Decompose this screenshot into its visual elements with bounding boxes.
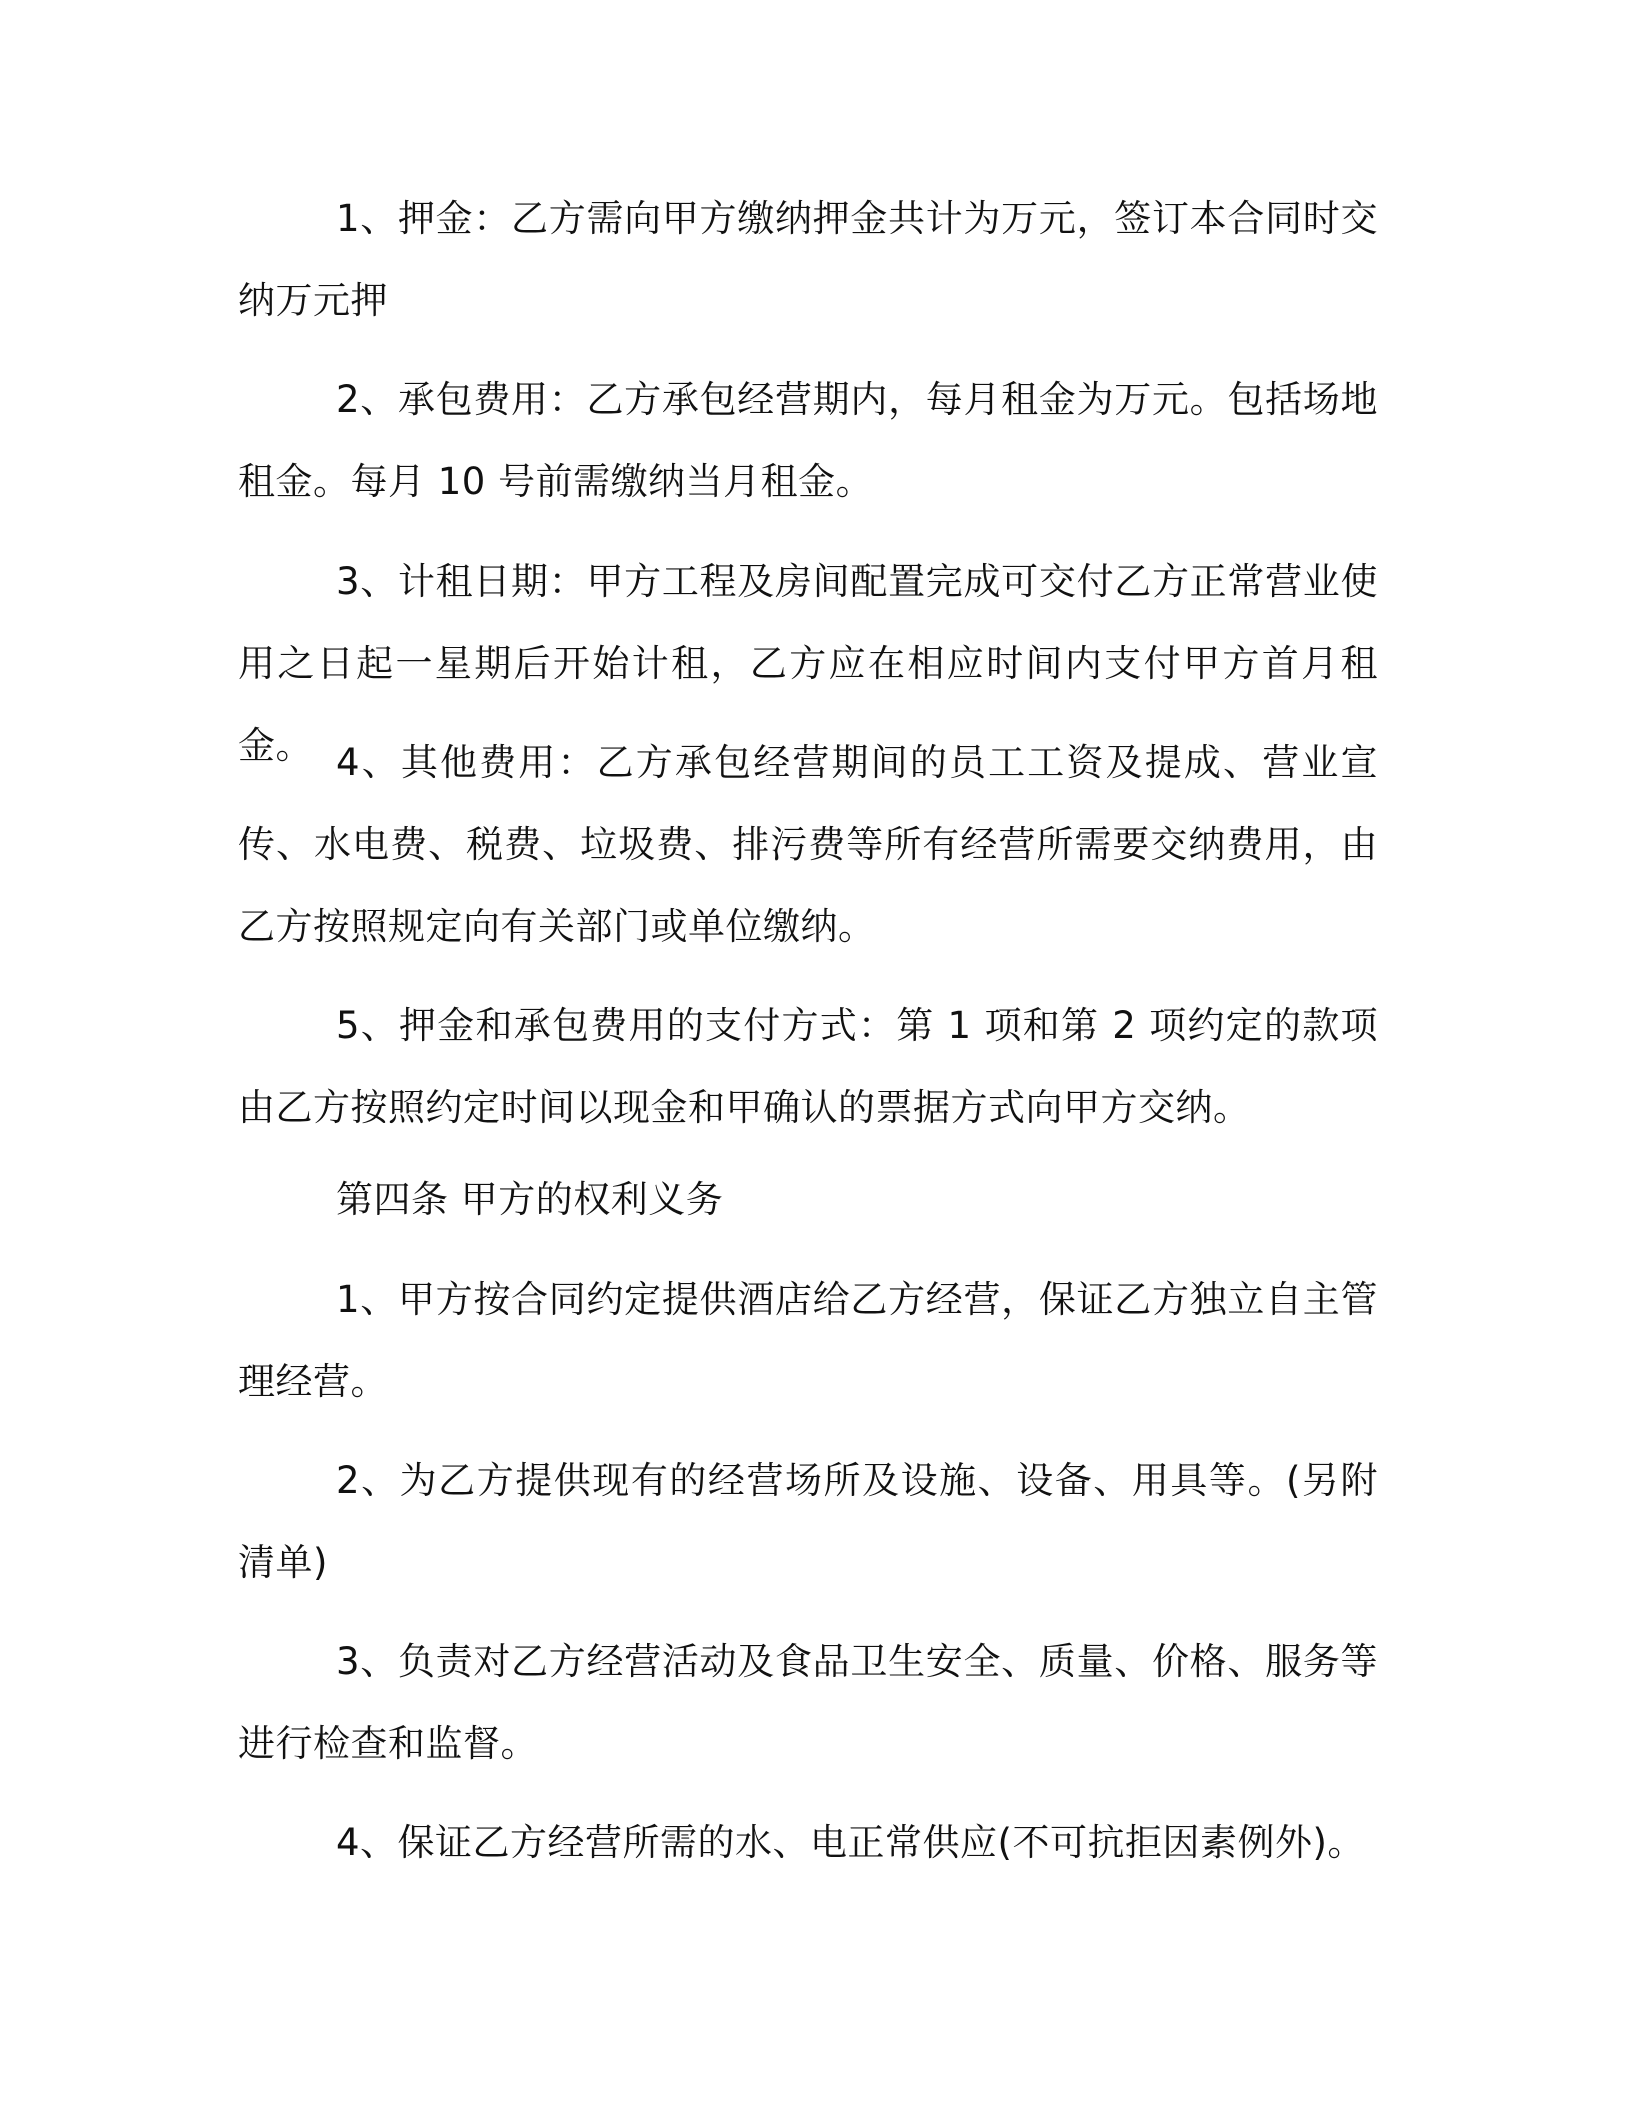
paragraph-rent-start-date: 3、计租日期：甲方工程及房间配置完成可交付乙方正常营业使用之日起一星期后开始计租，乙方应在相应时间内支付甲方首月租金。 <box>238 560 1378 767</box>
paragraph-contract-fee: 2、承包费用：乙方承包经营期内，每月租金为万元。包括场地租金。每月 10 号前需缴纳当月租金。 <box>238 378 1378 503</box>
section-item-1: 1、甲方按合同约定提供酒店给乙方经营，保证乙方独立自主管理经营。 <box>238 1278 1378 1403</box>
paragraph-deposit: 1、押金：乙方需向甲方缴纳押金共计为万元，签订本合同时交纳万元押 <box>238 197 1378 322</box>
section-heading: 第四条 甲方的权利义务 <box>336 1178 724 1221</box>
paragraph-payment-method: 5、押金和承包费用的支付方式：第 1 项和第 2 项约定的款项由乙方按照约定时间以现金和甲确认的票据方式向甲方交纳。 <box>238 1004 1378 1129</box>
section-item-4: 4、保证乙方经营所需的水、电正常供应(不可抗拒因素例外)。 <box>336 1821 1365 1864</box>
section-item-2: 2、为乙方提供现有的经营场所及设施、设备、用具等。(另附清单) <box>238 1459 1378 1584</box>
paragraph-other-fees: 4、其他费用：乙方承包经营期间的员工工资及提成、营业宣传、水电费、税费、垃圾费、排污费等所有经营所需要交纳费用，由乙方按照规定向有关部门或单位缴纳。 <box>238 741 1378 948</box>
section-item-3: 3、负责对乙方经营活动及食品卫生安全、质量、价格、服务等进行检查和监督。 <box>238 1640 1378 1765</box>
